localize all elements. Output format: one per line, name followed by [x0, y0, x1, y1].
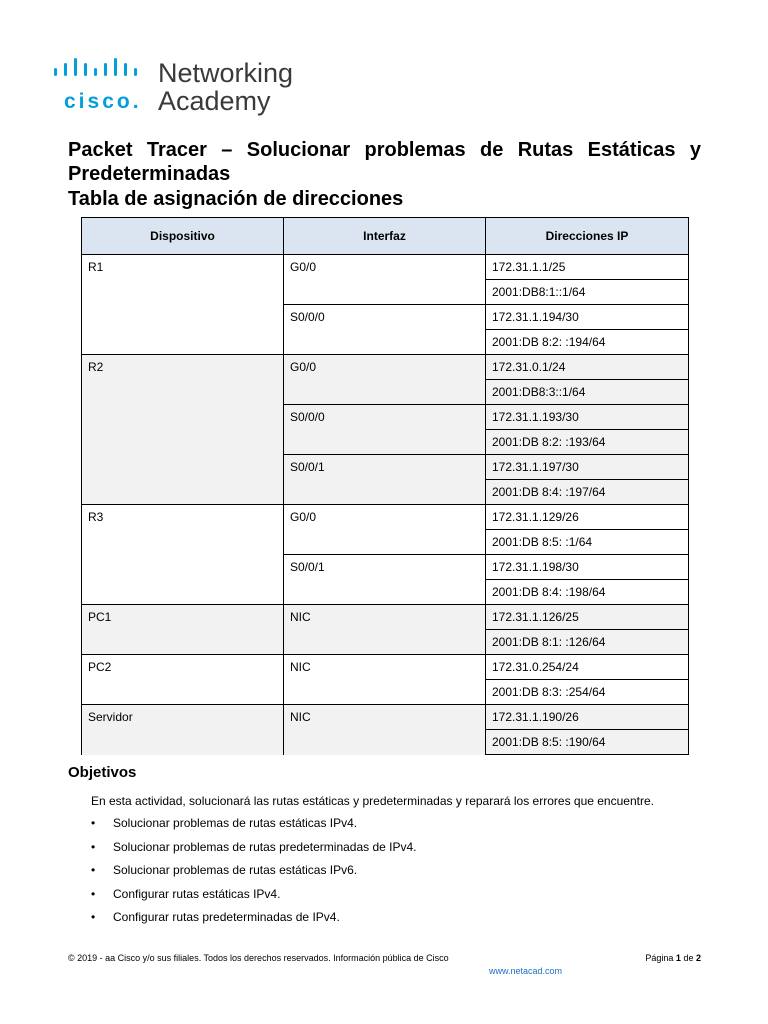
list-item [91, 887, 417, 911]
device-cell: R2 [82, 355, 284, 505]
interface-cell: S0/0/1 [284, 455, 486, 505]
interface-cell: S0/0/0 [284, 305, 486, 355]
document-title: Packet Tracer – Solucionar problemas de Rutas Estáticas y Predeterminadas [68, 139, 701, 185]
ip-address-cell: 172.31.0.1/24 [486, 355, 689, 380]
objectives-intro: En esta actividad, solucionará las rutas estáticas y predeterminadas y reparará los errores que encuentre. [91, 794, 654, 808]
cisco-wordmark: cisco. [64, 90, 142, 113]
list-item-text: Configurar rutas estáticas IPv4. [113, 886, 281, 901]
header-interface: Interfaz [284, 218, 486, 255]
page-of-label: de [683, 953, 694, 963]
table-row [82, 355, 689, 380]
footer-page-number [645, 953, 701, 963]
interface-cell: S0/0/0 [284, 405, 486, 455]
ip-address-cell: 2001:DB 8:2: :193/64 [486, 430, 689, 455]
ip-address-cell: 2001:DB 8:4: :198/64 [486, 580, 689, 605]
table-header-row [82, 218, 689, 255]
bullet-icon: • [91, 816, 96, 830]
interface-cell: NIC [284, 705, 486, 755]
ip-address-cell: 172.31.1.193/30 [486, 405, 689, 430]
header-device: Dispositivo [82, 218, 284, 255]
section-title-address-table: Tabla de asignación de direcciones [68, 188, 404, 210]
list-item-text: Solucionar problemas de rutas estáticas IPv6. [113, 863, 358, 877]
device-cell: R1 [82, 255, 284, 355]
objectives-list [91, 816, 417, 934]
table-row [82, 605, 689, 630]
bullet-icon: • [91, 886, 96, 901]
objectives-heading: Objetivos [68, 764, 137, 781]
footer-copyright: © 2019 - aa Cisco y/o sus filiales. Todos los derechos reservados. Información pública de Cisco [68, 953, 449, 963]
ip-address-cell: 172.31.1.194/30 [486, 305, 689, 330]
interface-cell: G0/0 [284, 355, 486, 405]
interface-cell: G0/0 [284, 255, 486, 305]
page-total: 2 [695, 953, 701, 963]
cisco-bridge-icon [52, 58, 152, 88]
list-item-text: Solucionar problemas de rutas predeterminadas de IPv4. [113, 839, 417, 854]
list-item [91, 816, 417, 840]
ip-address-cell: 2001:DB8:3::1/64 [486, 380, 689, 405]
ip-address-cell: 2001:DB 8:4: :197/64 [486, 480, 689, 505]
addressing-table [81, 217, 689, 755]
page-current: 1 [675, 953, 681, 963]
footer-netacad-link[interactable]: www.netacad.com [488, 966, 562, 976]
ip-address-cell: 2001:DB 8:1: :126/64 [486, 630, 689, 655]
interface-cell: G0/0 [284, 505, 486, 555]
table-row [82, 505, 689, 530]
device-cell: R3 [82, 505, 284, 605]
device-cell: PC2 [82, 655, 284, 705]
device-cell: PC1 [82, 605, 284, 655]
table-row [82, 255, 689, 280]
list-item-text: Configurar rutas predeterminadas de IPv4. [113, 910, 340, 924]
logo-academy-text: Academy [158, 86, 271, 116]
bullet-icon: • [91, 863, 96, 877]
ip-address-cell: 172.31.1.190/26 [486, 705, 689, 730]
ip-address-cell: 2001:DB 8:5: :190/64 [486, 730, 689, 755]
ip-address-cell: 172.31.1.129/26 [486, 505, 689, 530]
ip-address-cell: 2001:DB 8:5: :1/64 [486, 530, 689, 555]
ip-address-cell: 172.31.0.254/24 [486, 655, 689, 680]
ip-address-cell: 172.31.1.197/30 [486, 455, 689, 480]
ip-address-cell: 172.31.1.126/25 [486, 605, 689, 630]
list-item [91, 863, 417, 887]
ip-address-cell: 2001:DB 8:2: :194/64 [486, 330, 689, 355]
table-row [82, 705, 689, 730]
ip-address-cell: 172.31.1.1/25 [486, 255, 689, 280]
header-ip-addresses: Direcciones IP [486, 218, 689, 255]
ip-address-cell: 172.31.1.198/30 [486, 555, 689, 580]
interface-cell: NIC [284, 655, 486, 705]
interface-cell: NIC [284, 605, 486, 655]
page-label: Página [645, 953, 674, 963]
list-item-text: Solucionar problemas de rutas estáticas IPv4. [113, 816, 358, 830]
bullet-icon: • [91, 839, 96, 854]
cisco-networking-academy-logo [52, 58, 312, 118]
ip-address-cell: 2001:DB 8:3: :254/64 [486, 680, 689, 705]
interface-cell: S0/0/1 [284, 555, 486, 605]
list-item [91, 910, 417, 934]
table-row [82, 655, 689, 680]
device-cell: Servidor [82, 705, 284, 755]
logo-networking-text: Networking [158, 58, 294, 88]
ip-address-cell: 2001:DB8:1::1/64 [486, 280, 689, 305]
list-item [91, 840, 417, 864]
bullet-icon: • [91, 910, 96, 924]
